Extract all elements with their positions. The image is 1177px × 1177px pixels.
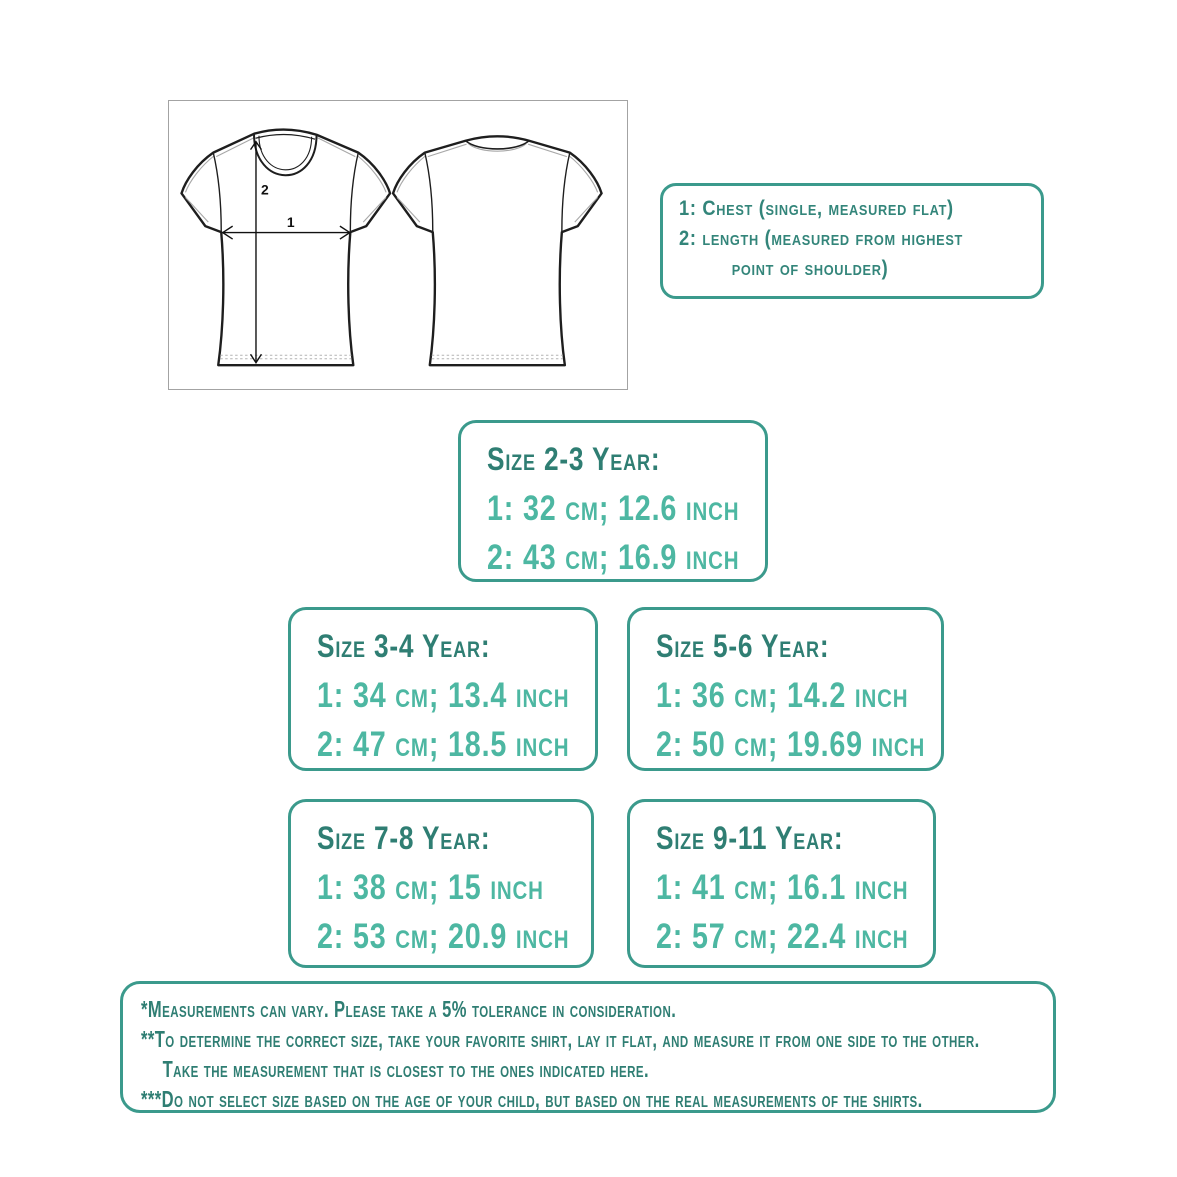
size-length-value: 2: 43 cm; 16.9 inch (487, 538, 740, 577)
size-box-text (656, 622, 941, 769)
size-box-text (656, 814, 933, 961)
legend-line-chest: 1: Chest (single, measured flat) (679, 196, 954, 220)
footnotes-box (120, 981, 1056, 1113)
size-box-text (317, 814, 591, 961)
size-title: Size 5-6 Year: (656, 628, 830, 664)
length-arrow-label: 2 (260, 181, 269, 198)
chest-arrow-label: 1 (286, 214, 295, 231)
front-shirt-outline (182, 130, 391, 366)
legend-box (660, 183, 1044, 299)
footnote-tolerance: *Measurements can vary. Please take a 5% tolerance in consideration. (141, 996, 677, 1022)
size-box-text (317, 622, 595, 769)
size-title: Size 7-8 Year: (317, 820, 491, 856)
size-chest-value: 1: 41 cm; 16.1 inch (656, 868, 909, 907)
size-box-text (487, 435, 765, 582)
size-length-value: 2: 57 cm; 22.4 inch (656, 917, 909, 956)
size-chest-value: 1: 34 cm; 13.4 inch (317, 676, 570, 715)
size-length-value: 2: 53 cm; 20.9 inch (317, 917, 570, 956)
size-box-7-8-year (288, 799, 594, 968)
legend-line-length-wrap: point of shoulder) (731, 256, 889, 280)
tshirt-diagram-panel (168, 100, 628, 390)
legend-line-length: 2: length (measured from highest (679, 226, 963, 250)
size-length-value: 2: 47 cm; 18.5 inch (317, 725, 570, 764)
size-chest-value: 1: 32 cm; 12.6 inch (487, 489, 740, 528)
footnote-how-to-measure: **To determine the correct size, take your favorite shirt, lay it flat, and measure it from one side to the other. (141, 1026, 980, 1052)
size-title: Size 2-3 Year: (487, 441, 661, 477)
size-box-3-4-year (288, 607, 598, 771)
size-box-2-3-year (458, 420, 768, 582)
tshirt-flat-drawing-icon (169, 101, 627, 389)
footnote-age-warning: ***Do not select size based on the age of your child, but based on the real measurements of the shirts. (141, 1086, 923, 1112)
size-box-9-11-year (627, 799, 936, 968)
size-box-5-6-year (627, 607, 944, 771)
legend-text (679, 193, 1042, 283)
footnotes-text (141, 994, 1054, 1114)
size-chest-value: 1: 36 cm; 14.2 inch (656, 676, 909, 715)
size-title: Size 9-11 Year: (656, 820, 844, 856)
footnote-how-to-measure-wrap: Take the measurement that is closest to the ones indicated here. (162, 1056, 650, 1082)
size-length-value: 2: 50 cm; 19.69 inch (656, 725, 926, 764)
size-title: Size 3-4 Year: (317, 628, 491, 664)
back-shirt-outline (393, 136, 602, 365)
size-chest-value: 1: 38 cm; 15 inch (317, 868, 544, 907)
